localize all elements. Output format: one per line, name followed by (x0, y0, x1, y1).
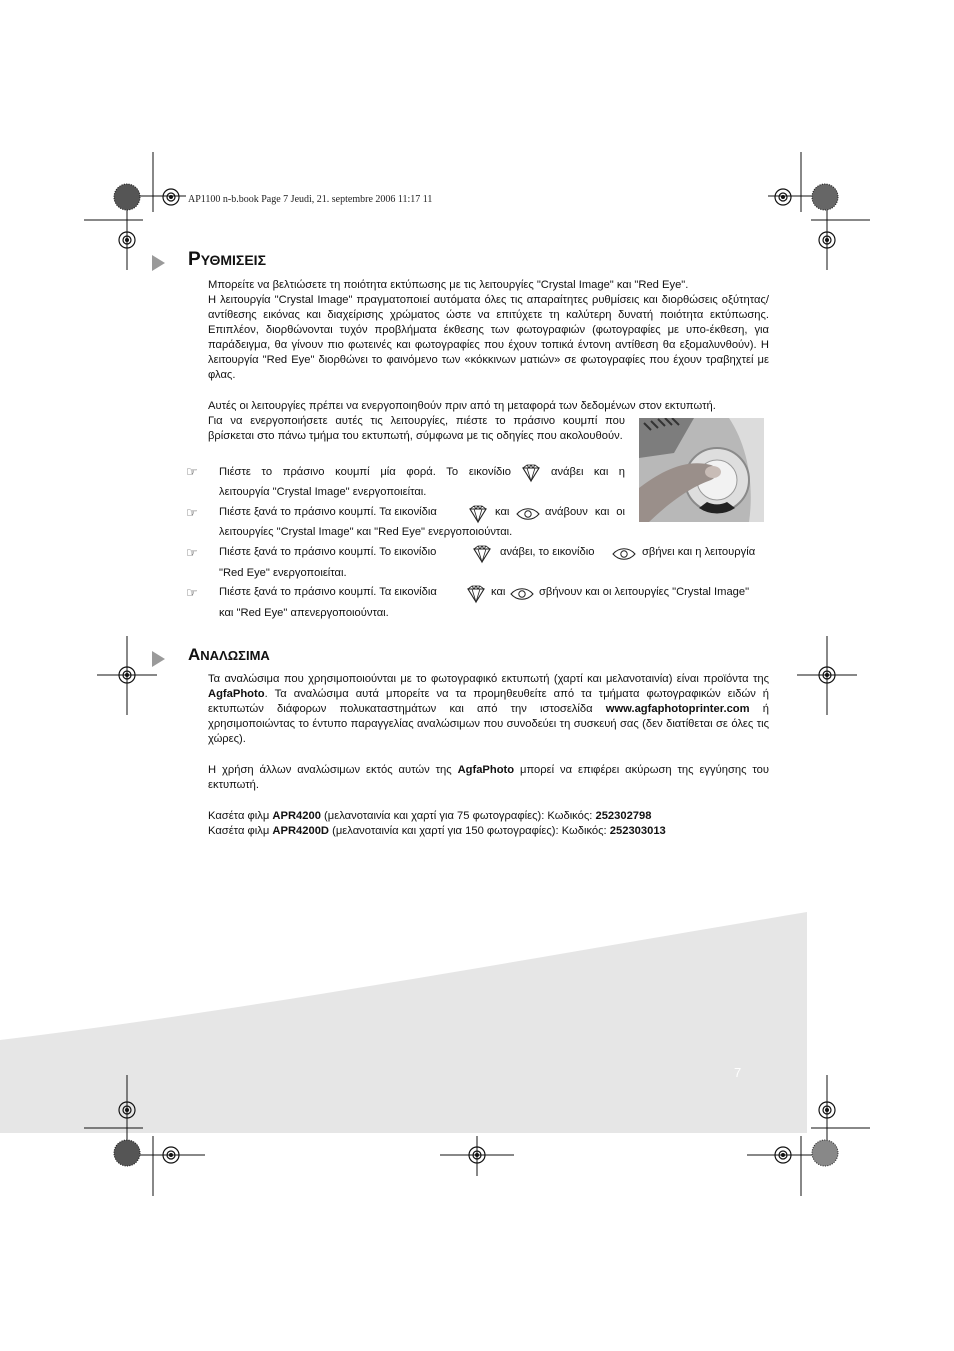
bullet-4-text-line2: και "Red Eye" απενεργοποιούνται. (219, 607, 389, 619)
bullet-3-text-line2: "Red Eye" ενεργοποιείται. (219, 567, 347, 579)
intro-paragraph: Μπορείτε να βελτιώσετε τη ποιότητα εκτύπωσης με τις λειτουργίες "Crystal Image" και "Red Eye". (208, 279, 689, 291)
cartridge-item-2 (208, 824, 666, 839)
title-initial: Ρ (188, 249, 201, 270)
item-2-prefix: Κασέτα φιλμ (208, 825, 273, 837)
activation-note: Αυτές οι λειτουργίες πρέπει να ενεργοποιηθούν πριν από τη μεταφορά των δεδομένων στον εκτυπωτή. (208, 400, 716, 412)
bullet-1-text-b: ανάβει και η (551, 466, 625, 478)
pointing-hand-icon: ☞ (186, 585, 198, 600)
bullet-4-text-a: Πιέστε ξανά το πράσινο κουμπί. Τα εικονίδια (219, 586, 437, 598)
title-initial: Α (188, 645, 201, 664)
section-title-consumables (188, 645, 270, 665)
title-rest: ΥΘΜΙΣΕΙΣ (200, 252, 266, 268)
diamond-icon (471, 544, 493, 564)
title-rest: ΝΑΛΩΣΙΜΑ (200, 648, 270, 663)
bullet-2-text-a: Πιέστε ξανά το πράσινο κουμπί. Τα εικονίδια (219, 506, 437, 518)
consumables-text-1: Τα αναλώσιμα που χρησιμοποιούνται με το φωτογραφικό εκτυπωτή (χαρτί και μελανοταινία) είναι προϊόντα της (208, 673, 769, 685)
diamond-icon (465, 584, 487, 604)
bullet-2-text-c: ανάβουν και οι (545, 506, 625, 518)
diamond-icon (520, 463, 542, 483)
eye-icon (611, 545, 637, 563)
section-title-settings (188, 249, 266, 271)
diamond-icon (467, 504, 489, 524)
brand-name: AgfaPhoto (457, 764, 515, 776)
item-2-code: 252303013 (609, 825, 666, 837)
pointing-hand-icon: ☞ (186, 505, 198, 520)
consumables-paragraph (208, 672, 769, 747)
bullet-1-text-a: Πιέστε το πράσινο κουμπί μία φορά. Το εικονίδιο (219, 466, 511, 478)
warranty-text-1: Η χρήση άλλων αναλώσιμων εκτός αυτών της (208, 764, 458, 776)
item-2-desc: (μελανοταινία και χαρτί για 150 φωτογραφίες): Κωδικός: (329, 825, 610, 837)
pointing-hand-icon: ☞ (186, 545, 198, 560)
item-1-desc: (μελανοταινία και χαρτί για 75 φωτογραφίες): Κωδικός: (320, 810, 596, 822)
item-2-model: APR4200D (272, 825, 330, 837)
item-1-code: 252302798 (595, 810, 652, 822)
bullet-3-text-c: σβήνει και η λειτουργία (642, 546, 756, 558)
section-arrow-icon (152, 651, 165, 667)
activation-instructions: Για να ενεργοποιήσετε αυτές τις λειτουργίες, πιέστε το πράσινο κουμπί που βρίσκεται στο πάνω τμήμα του εκτυπωτή, σύμφωνα με τις οδηγίες που ακολουθούν. (208, 415, 625, 442)
running-head: AP1100 n-b.book Page 7 Jeudi, 21. septembre 2006 11:17 11 (188, 194, 433, 205)
consumables-text-3: ή χρησιμοποιώντας το έντυπο παραγγελίας αναλώσιμων που συνοδεύει τη συσκευή σας (δεν διατίθεται σε όλες τις χώρες). (208, 703, 769, 745)
item-1-prefix: Κασέτα φιλμ (208, 810, 273, 822)
page-number: 7 (734, 1065, 742, 1080)
item-1-model: APR4200 (272, 810, 321, 822)
bullet-4-text-c: σβήνουν και οι λειτουργίες "Crystal Image" (539, 586, 750, 598)
bullet-1-text-line2: λειτουργία "Crystal Image" ενεργοποιείται. (219, 486, 427, 498)
bullet-4-text-b: και (491, 586, 506, 598)
consumables-text-2: . Τα αναλώσιμα αυτά μπορείτε να τα προμηθευθείτε από τα τμήματα φωτογραφικών ειδών ή εκτυπωτών διάφορων πολυκαταστημάτων και από την ιστοσελίδα (208, 688, 769, 715)
bullet-2-text-b: και (495, 506, 510, 518)
cartridge-item-1 (208, 809, 651, 824)
bullet-2-text-line2: λειτουργίες "Crystal Image" και "Red Eye" ενεργοποιούνται. (219, 526, 513, 538)
eye-icon (509, 585, 535, 603)
pointing-hand-icon: ☞ (186, 464, 198, 479)
website-link[interactable]: www.agfaphotoprinter.com (605, 703, 750, 715)
bullet-3-text-a: Πιέστε ξανά το πράσινο κουμπί. Το εικονίδιο (219, 546, 437, 558)
bullet-3-text-b: ανάβει, το εικονίδιο (500, 546, 595, 558)
crystal-image-description: Η λειτουργία "Crystal Image" πραγματοποιεί αυτόματα όλες τις απαραίτητες ρυθμίσεις και διορθώσεις οξύτητας/αντίθεσης εικόνας και διαχείρισης χρώματος ώστε να επιτύχετε τη καλύτερη δυνατή ποιότητα εκτύπωσης. Επιπλέον, διορθώνονται τυχόν προβλήματα έκθεσης των φωτογραφιών (φωτογραφίες με υπο-έκθεση, για παράδειγμα, θα γίνουν πιο φωτεινές και φωτογραφίες που έχουν τοπικά έντονη αντίθεση θα εξομαλυνθούν). Η λειτουργία "Red Eye" διορθώνει το φαινόμενο των «κόκκινων ματιών» σε φωτογραφίες που έχουν τραβηχτεί με φλας. (208, 294, 769, 381)
eye-icon (515, 505, 541, 523)
warranty-paragraph (208, 763, 769, 793)
section-arrow-icon (152, 255, 165, 271)
warranty-text-2: μπορεί να επιφέρει ακύρωση της εγγύησης του εκτυπωτή. (208, 764, 769, 791)
printer-button-photo (639, 418, 764, 522)
brand-name: AgfaPhoto (208, 688, 265, 700)
